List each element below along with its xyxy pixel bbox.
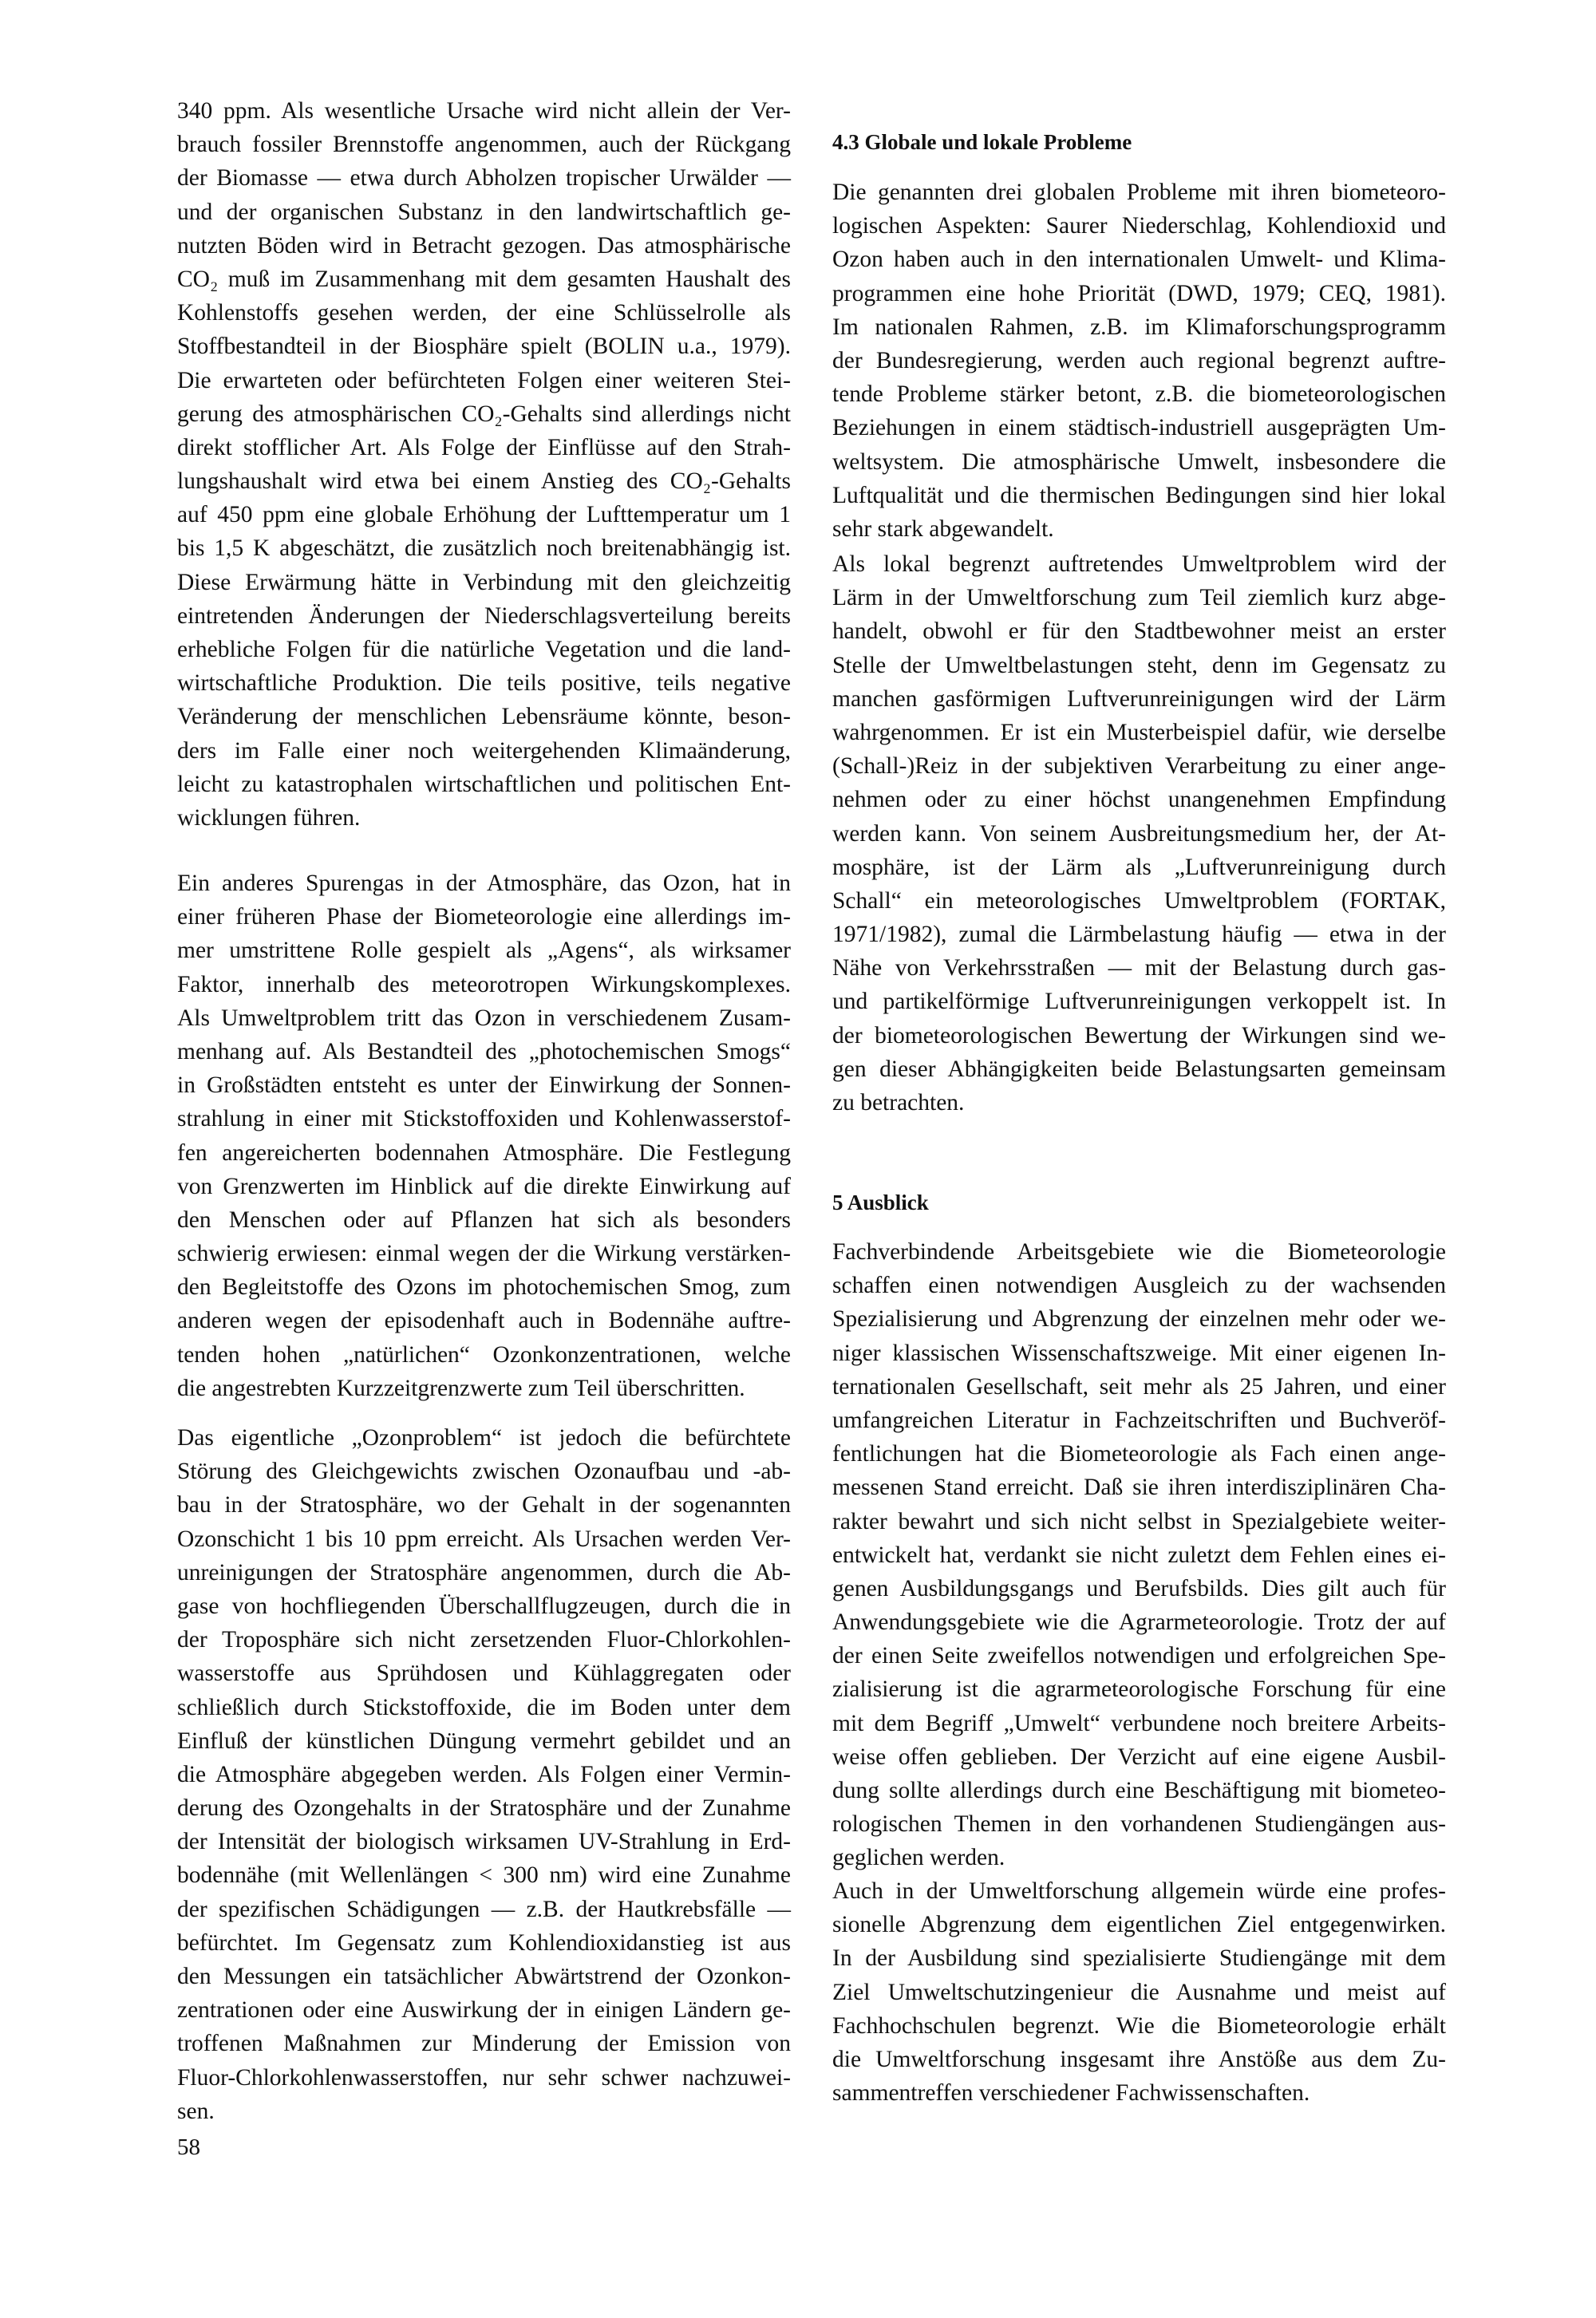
text-line: rakter bewahrt und sich nicht selbst in Spezialgebiete weiter- bbox=[832, 1508, 1446, 1534]
text-line: gerung des atmosphärischen CO₂-Gehalts sind allerdings nicht bbox=[177, 401, 791, 427]
text-line: werden kann. Von seinem Ausbreitungsmedium her, der At- bbox=[832, 820, 1446, 847]
text-line: Faktor, innerhalb des meteorotropen Wirkungskomplexes. bbox=[177, 971, 791, 997]
text-line: Störung des Gleichgewichts zwischen Ozonaufbau und -ab- bbox=[177, 1459, 791, 1485]
text-line: zentrationen oder eine Auswirkung der in einigen Ländern ge- bbox=[177, 1997, 791, 2024]
text-line: die Atmosphäre abgegeben werden. Als Folgen einer Vermin- bbox=[177, 1761, 791, 1787]
text-line: Spezialisierung und Abgrenzung der einzelnen mehr oder we- bbox=[832, 1306, 1446, 1333]
text-line: niger klassischen Wissenschaftszweige. Mit einer eigenen In- bbox=[832, 1340, 1446, 1366]
text-line: die angestrebten Kurzzeitgrenzwerte zum Teil überschritten. bbox=[177, 1375, 745, 1401]
text-line: geglichen werden. bbox=[832, 1845, 1005, 1871]
text-line: weise offen geblieben. Der Verzicht auf eine eigene Ausbil- bbox=[832, 1743, 1446, 1770]
text-line: fen angereicherten bodennahen Atmosphäre. Die Festlegung bbox=[177, 1139, 791, 1166]
text-line: Fachverbindende Arbeitsgebiete wie die Biometeorologie bbox=[832, 1239, 1446, 1265]
text-line: messenen Stand erreicht. Daß sie ihren interdisziplinären Cha- bbox=[832, 1475, 1446, 1501]
text-line: der Troposphäre sich nicht zersetzenden Fluor-Chlorkohlen- bbox=[177, 1627, 791, 1653]
text-line: wahrgenommen. Er ist ein Musterbeispiel dafür, wie derselbe bbox=[832, 719, 1446, 745]
text-line: schließlich durch Stickstoffoxide, die im Boden unter dem bbox=[177, 1694, 791, 1720]
text-line: genen Ausbildungsgangs und Berufsbilds. Dies gilt auch für bbox=[832, 1575, 1446, 1601]
text-line: direkt stofflicher Art. Als Folge der Einflüsse auf den Strah- bbox=[177, 434, 791, 460]
text-line: entwickelt hat, verdankt sie nicht zuletzt dem Fehlen eines ei- bbox=[832, 1542, 1446, 1568]
text-line: von Grenzwerten im Hinblick auf die direkte Einwirkung auf bbox=[177, 1173, 791, 1199]
text-line: wirtschaftliche Produktion. Die teils positive, teils negative bbox=[177, 670, 791, 697]
text-line: der biometeorologischen Bewertung der Wirkungen sind we- bbox=[832, 1022, 1446, 1048]
text-line: ders im Falle einer noch weitergehenden Klimaänderung, bbox=[177, 737, 791, 764]
text-line: fentlichungen hat die Biometeorologie als Fach einen ange- bbox=[832, 1441, 1446, 1467]
text-line: und der organischen Substanz in den landwirtschaftlich ge- bbox=[177, 199, 791, 225]
text-line: bis 1,5 K abgeschätzt, die zusätzlich noch breitenabhängig ist. bbox=[177, 535, 791, 562]
text-line: weltsystem. Die atmosphärische Umwelt, insbesondere die bbox=[832, 448, 1446, 475]
text-line: In der Ausbildung sind spezialisierte Studiengänge mit dem bbox=[832, 1945, 1446, 1972]
text-line: (Schall-)Reiz in der subjektiven Verarbeitung zu einer ange- bbox=[832, 753, 1446, 780]
text-line: bodennähe (mit Wellenlängen < 300 nm) wird eine Zunahme bbox=[177, 1862, 791, 1889]
text-line: tenden hohen „natürlichen“ Ozonkonzentrationen, welche bbox=[177, 1341, 791, 1368]
text-line: Diese Erwärmung hätte in Verbindung mit den gleichzeitig bbox=[177, 569, 791, 595]
text-line: Kohlenstoffs gesehen werden, der eine Schlüsselrolle als bbox=[177, 300, 791, 326]
text-line: rologischen Themen in den vorhandenen Studiengängen aus- bbox=[832, 1811, 1446, 1838]
text-line: der Biomasse — etwa durch Abholzen tropischer Urwälder — bbox=[177, 165, 791, 192]
text-line: 340 ppm. Als wesentliche Ursache wird nicht allein der Ver- bbox=[177, 98, 791, 124]
text-line: der spezifischen Schädigungen — z.B. der Hautkrebsfälle — bbox=[177, 1896, 791, 1922]
text-line: erhebliche Folgen für die natürliche Vegetation und die land- bbox=[177, 637, 791, 662]
text-line: mosphäre, ist der Lärm als „Luftverunreinigung durch bbox=[832, 854, 1446, 880]
text-line: unreinigungen der Stratosphäre angenommen, durch die Ab- bbox=[177, 1559, 791, 1585]
text-line: Lärm in der Umweltforschung zum Teil ziemlich kurz abge- bbox=[832, 585, 1446, 611]
text-line: strahlung in einer mit Stickstoffoxiden und Kohlenwasserstof- bbox=[177, 1106, 791, 1132]
text-line: Ozonschicht 1 bis 10 ppm erreicht. Als Ursachen werden Ver- bbox=[177, 1526, 791, 1552]
text-line: sionelle Abgrenzung dem eigentlichen Ziel entgegenwirken. bbox=[832, 1912, 1446, 1938]
text-line: bau in der Stratosphäre, wo der Gehalt in der sogenannten bbox=[177, 1492, 791, 1518]
text-line: menhang auf. Als Bestandteil des „photochemischen Smogs“ bbox=[177, 1038, 791, 1064]
text-line: umfangreichen Literatur in Fachzeitschriften und Buchveröf- bbox=[832, 1407, 1446, 1433]
paragraph bbox=[832, 547, 1446, 1120]
text-line: manchen gasförmigen Luftverunreinigungen wird der Lärm bbox=[832, 685, 1446, 712]
paragraph bbox=[832, 1874, 1446, 2110]
text-line: Schall“ ein meteorologisches Umweltproblem (FORTAK, bbox=[832, 887, 1446, 914]
text-line: 1971/1982), zumal die Lärmbelastung häufig — etwa in der bbox=[832, 922, 1446, 948]
text-line: Die erwarteten oder befürchteten Folgen einer weiteren Stei- bbox=[177, 367, 791, 393]
text-line: Stoffbestandteil in der Biosphäre spielt (BOLIN u.a., 1979). bbox=[177, 334, 791, 360]
text-line: programmen eine hohe Priorität (DWD, 1979; CEQ, 1981). bbox=[832, 280, 1446, 306]
text-line: nehmen oder zu einer höchst unangenehmen Empfindung bbox=[832, 787, 1446, 813]
text-line: in Großstädten entsteht es unter der Einwirkung der Sonnen- bbox=[177, 1072, 791, 1099]
text-line: handelt, obwohl er für den Stadtbewohner meist an erster bbox=[832, 618, 1446, 645]
text-line: Die genannten drei globalen Probleme mit ihren biometeoro- bbox=[832, 180, 1446, 205]
text-line: gen dieser Abhängigkeiten beide Belastungsarten gemeinsam bbox=[832, 1056, 1446, 1082]
text-line: und partikelförmige Luftverunreinigungen verkoppelt ist. In bbox=[832, 989, 1446, 1015]
text-line: Fluor-Chlorkohlenwasserstoffen, nur sehr schwer nachzuwei- bbox=[177, 2064, 791, 2091]
text-line: sammentreffen verschiedener Fachwissenschaften. bbox=[832, 2080, 1310, 2107]
text-line: den Begleitstoffe des Ozons im photochemischen Smog, zum bbox=[177, 1274, 791, 1301]
text-line: eintretenden Änderungen der Niederschlagsverteilung bereits bbox=[177, 602, 791, 629]
text-line: schwierig erwiesen: einmal wegen der die Wirkung verstärken- bbox=[177, 1241, 791, 1267]
text-line: Ein anderes Spurengas in der Atmosphäre, das Ozon, hat in bbox=[177, 871, 791, 896]
text-line: gase von hochfliegenden Überschallflugzeugen, durch die in bbox=[177, 1593, 791, 1619]
text-line: sen. bbox=[177, 2098, 215, 2124]
paragraph bbox=[177, 867, 791, 1405]
text-line: derung des Ozongehalts in der Stratosphäre und der Zunahme bbox=[177, 1795, 791, 1822]
text-line: der Bundesregierung, werden auch regional begrenzt auftre- bbox=[832, 347, 1446, 373]
text-line: Stelle der Umweltbelastungen steht, denn im Gegensatz zu bbox=[832, 652, 1446, 678]
text-line: Ozon haben auch in den internationalen Umwelt- und Klima- bbox=[832, 247, 1446, 273]
text-line: Einfluß der künstlichen Düngung vermehrt gebildet und an bbox=[177, 1728, 791, 1754]
paragraph bbox=[832, 1235, 1446, 1875]
text-line: Fachhochschulen begrenzt. Wie die Biometeorologie erhält bbox=[832, 2012, 1446, 2039]
text-line: Auch in der Umweltforschung allgemein würde eine profes- bbox=[832, 1878, 1446, 1904]
section-heading: 5 Ausblick bbox=[832, 1191, 929, 1214]
text-line: den Menschen oder auf Pflanzen hat sich als besonders bbox=[177, 1206, 791, 1233]
text-line: auf 450 ppm eine globale Erhöhung der Lufttemperatur um 1 bbox=[177, 502, 791, 528]
text-line: der einen Seite zweifellos notwendigen und erfolgreichen Spe- bbox=[832, 1643, 1446, 1669]
text-line: lungshaushalt wird etwa bei einem Anstieg des CO₂-Gehalts bbox=[177, 468, 791, 495]
text-line: anderen wegen der episodenhaft auch in Bodennähe auftre- bbox=[177, 1308, 791, 1334]
text-line: Als Umweltproblem tritt das Ozon in verschiedenem Zusam- bbox=[177, 1005, 791, 1031]
text-line: schaffen einen notwendigen Ausgleich zu der wachsenden bbox=[832, 1273, 1446, 1299]
paragraph bbox=[177, 94, 791, 835]
text-line: Anwendungsgebiete wie die Agrarmeteorologie. Trotz der auf bbox=[832, 1609, 1446, 1636]
text-line: wasserstoffe aus Sprühdosen und Kühlaggregaten oder bbox=[177, 1661, 791, 1687]
text-line: Veränderung der menschlichen Lebensräume könnte, beson- bbox=[177, 704, 791, 730]
text-line: leicht zu katastrophalen wirtschaftlichen und politischen Ent- bbox=[177, 771, 791, 797]
text-line: tende Probleme stärker betont, z.B. die biometeorologischen bbox=[832, 381, 1446, 408]
text-line: Beziehungen in einem städtisch-industriell ausgeprägten Um- bbox=[832, 415, 1446, 441]
paragraph bbox=[832, 176, 1446, 546]
text-line: mer umstrittene Rolle gespielt als „Agens“, als wirksamer bbox=[177, 938, 791, 964]
text-line: nutzten Böden wird in Betracht gezogen. Das atmosphärische bbox=[177, 232, 791, 259]
text-line: einer früheren Phase der Biometeorologie eine allerdings im- bbox=[177, 904, 791, 930]
text-line: befürchtet. Im Gegensatz zum Kohlendioxidanstieg ist aus bbox=[177, 1929, 791, 1956]
text-line: Ziel Umweltschutzingenieur die Ausnahme und meist auf bbox=[832, 1979, 1446, 2005]
text-line: zu betrachten. bbox=[832, 1090, 965, 1116]
section-heading: 4.3 Globale und lokale Probleme bbox=[832, 130, 1132, 154]
text-line: dung sollte allerdings durch eine Beschäftigung mit biometeo- bbox=[832, 1778, 1446, 1803]
text-line: Im nationalen Rahmen, z.B. im Klimaforschungsprogramm bbox=[832, 314, 1446, 340]
text-line: mit dem Begriff „Umwelt“ verbundene noch breitere Arbeits- bbox=[832, 1710, 1446, 1736]
page-number: 58 bbox=[177, 2134, 200, 2160]
text-line: troffenen Maßnahmen zur Minderung der Emission von bbox=[177, 2031, 791, 2057]
text-line: den Messungen ein tatsächlicher Abwärtstrend der Ozonkon- bbox=[177, 1964, 791, 1989]
paragraph bbox=[177, 1421, 791, 2128]
text-line: logischen Aspekten: Saurer Niederschlag, Kohlendioxid und bbox=[832, 213, 1446, 239]
text-line: ternationalen Gesellschaft, seit mehr als 25 Jahren, und einer bbox=[832, 1373, 1446, 1400]
text-line: sehr stark abgewandelt. bbox=[832, 515, 1054, 542]
text-line: Nähe von Verkehrsstraßen — mit der Belastung durch gas- bbox=[832, 955, 1446, 981]
text-line: Als lokal begrenzt auftretendes Umweltproblem wird der bbox=[832, 551, 1446, 577]
text-line: zialisierung ist die agrarmeteorologische Forschung für eine bbox=[832, 1676, 1446, 1703]
text-line: der Intensität der biologisch wirksamen UV-Strahlung in Erd- bbox=[177, 1829, 791, 1855]
text-line: die Umweltforschung insgesamt ihre Anstöße aus dem Zu- bbox=[832, 2046, 1446, 2072]
text-line: wicklungen führen. bbox=[177, 804, 361, 831]
text-line: CO₂ muß im Zusammenhang mit dem gesamten Haushalt des bbox=[177, 266, 791, 292]
text-line: Das eigentliche „Ozonproblem“ ist jedoch die befürchtete bbox=[177, 1425, 791, 1451]
text-line: brauch fossiler Brennstoffe angenommen, auch der Rückgang bbox=[177, 132, 791, 158]
text-line: Luftqualität und die thermischen Bedingungen sind hier lokal bbox=[832, 482, 1446, 508]
